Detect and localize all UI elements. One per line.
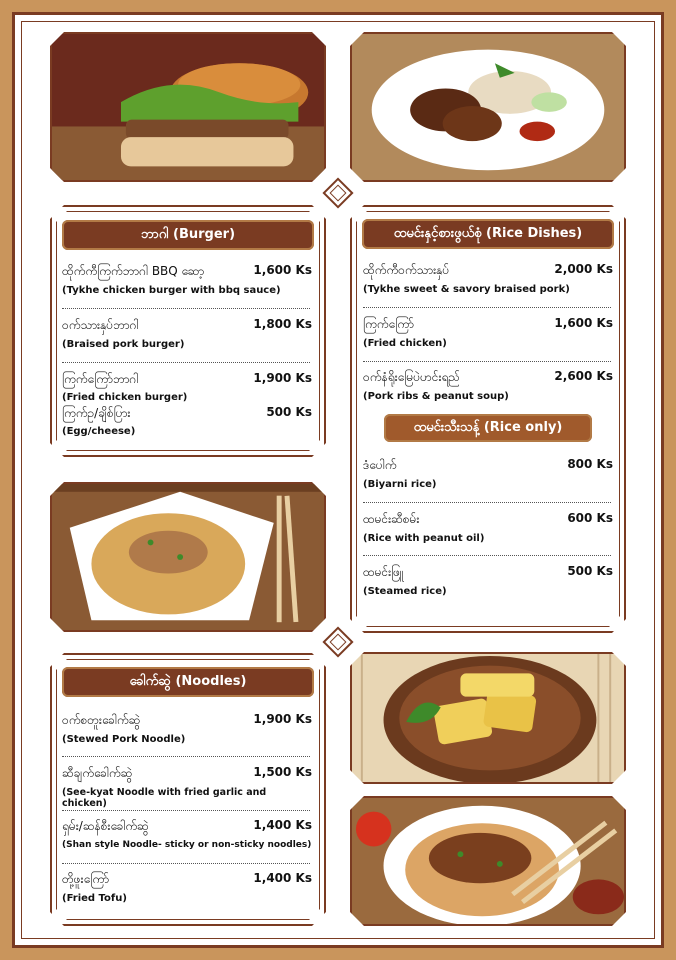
section-title-burger: ဘာဂါ (Burger) — [62, 220, 314, 250]
item-name-en: (Tykhe sweet & savory braised pork) — [363, 284, 570, 295]
pork-noodle-photo — [350, 796, 626, 926]
item-name-en: (Tykhe chicken burger with bbq sauce) — [62, 285, 281, 296]
item-name-en: (Shan style Noodle- sticky or non-sticky noodles) — [62, 840, 312, 850]
item-price: 1,900 Ks — [253, 712, 312, 726]
item-price: 500 Ks — [567, 564, 613, 578]
menu-item — [62, 317, 312, 350]
dotted-divider — [62, 863, 310, 864]
item-name-en: (See-kyat Noodle with fried garlic and chicken) — [62, 787, 267, 809]
menu-item — [363, 369, 613, 402]
item-name-en: (Fried chicken burger) — [62, 392, 188, 403]
item-name-en: (Fried chicken) — [363, 338, 447, 349]
menu-item — [62, 871, 312, 904]
dotted-divider — [363, 307, 611, 308]
item-name-mm: ထိုက်ကီဝက်သားနှပ် — [363, 263, 450, 277]
section-title-rice: ထမင်းနှင့်စားဖွယ်စုံ (Rice Dishes) — [362, 219, 614, 249]
menu-item — [62, 263, 312, 296]
dotted-divider — [363, 361, 611, 362]
item-name-mm: ရှမ်း/ဆန်စီးခေါက်ဆွဲ — [62, 819, 149, 833]
item-name-mm: ဝက်စတူးခေါက်ဆွဲ — [62, 713, 141, 727]
item-name-mm: ဝက်နံရိုးမြေပဲဟင်းရည် — [363, 370, 461, 384]
item-price: 1,500 Ks — [253, 765, 312, 779]
item-price: 1,400 Ks — [253, 871, 312, 885]
item-name-en: (Fried Tofu) — [62, 893, 127, 904]
menu-item — [363, 564, 613, 597]
item-price: 800 Ks — [567, 457, 613, 471]
section-title-noodles: ခေါက်ဆွဲ (Noodles) — [62, 667, 314, 697]
item-price: 1,800 Ks — [253, 317, 312, 331]
menu-item — [62, 405, 312, 437]
item-name-mm: ထမင်းဖြူ — [363, 565, 404, 579]
menu-item — [363, 511, 613, 544]
item-name-mm: ဒံပေါက် — [363, 458, 397, 472]
tofu-photo — [350, 652, 626, 784]
dotted-divider — [363, 502, 611, 503]
item-name-mm: ထမင်းဆီစမ်း — [363, 512, 420, 526]
menu-item — [62, 371, 312, 403]
item-price: 2,000 Ks — [554, 262, 613, 276]
item-price: 500 Ks — [266, 405, 312, 419]
item-price: 1,600 Ks — [253, 263, 312, 277]
item-name-mm: ဆီချက်ခေါက်ဆွဲ — [62, 766, 133, 780]
item-name-en: (Steamed rice) — [363, 586, 447, 597]
burger-photo — [50, 32, 326, 182]
item-name-en: (Biyarni rice) — [363, 479, 437, 490]
item-price: 600 Ks — [567, 511, 613, 525]
dotted-divider — [62, 756, 310, 757]
noodle-photo — [50, 482, 326, 632]
item-name-en: (Stewed Pork Noodle) — [62, 734, 186, 745]
section-title-rice-only: ထမင်းသီးသန့် (Rice only) — [384, 414, 592, 442]
item-name-mm: ကြက်ဥ/ချိစ်ပြား — [62, 406, 131, 420]
item-name-mm: ထိုက်ကီကြက်ဘာဂါ BBQ ဆော့ — [62, 264, 205, 278]
item-price: 1,600 Ks — [554, 316, 613, 330]
item-name-en: (Rice with peanut oil) — [363, 533, 485, 544]
item-name-mm: တို့ဖူးကြော် — [62, 872, 110, 886]
menu-item — [62, 712, 312, 745]
dotted-divider — [62, 308, 310, 309]
chicken-rice-photo — [350, 32, 626, 182]
dotted-divider — [363, 555, 611, 556]
item-price: 1,900 Ks — [253, 371, 312, 385]
menu-item — [62, 818, 312, 850]
dotted-divider — [62, 362, 310, 363]
menu-item — [62, 765, 312, 809]
item-name-en: (Egg/cheese) — [62, 426, 136, 437]
item-name-en: (Pork ribs & peanut soup) — [363, 391, 509, 402]
menu-item — [363, 262, 613, 295]
item-name-mm: ကြက်ကြော် — [363, 317, 414, 331]
dotted-divider — [62, 810, 310, 811]
item-name-en: (Braised pork burger) — [62, 339, 185, 350]
item-name-mm: ကြက်ကြော်ဘာဂါ — [62, 372, 139, 386]
menu-item — [363, 316, 613, 349]
item-price: 1,400 Ks — [253, 818, 312, 832]
item-price: 2,600 Ks — [554, 369, 613, 383]
item-name-mm: ဝက်သားနှပ်ဘာဂါ — [62, 318, 139, 332]
menu-item — [363, 457, 613, 490]
